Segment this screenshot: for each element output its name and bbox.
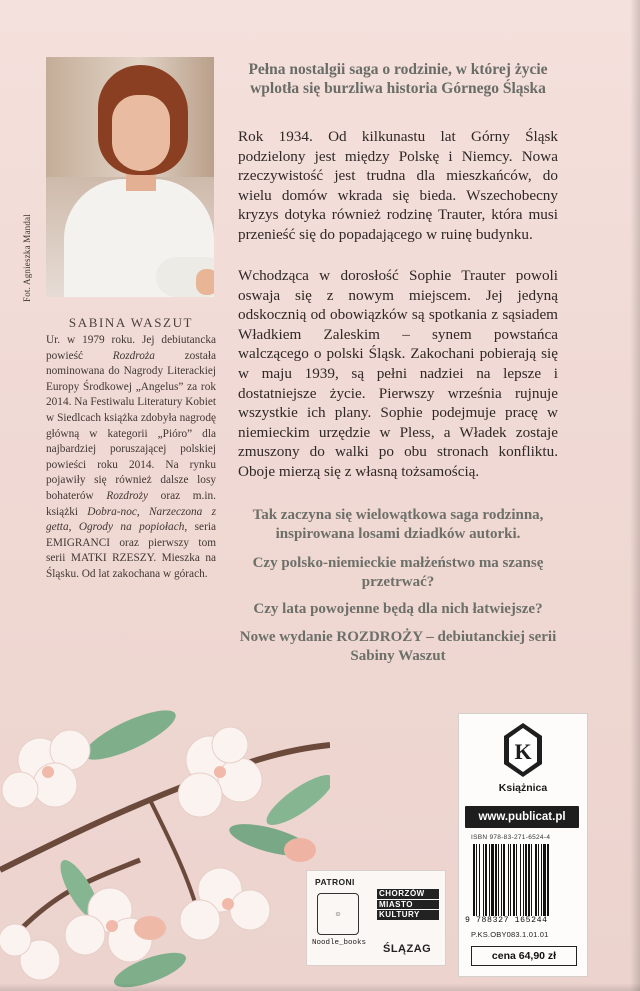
barcode-digits: 9 788327 165244	[465, 916, 548, 925]
chorzow-line: KULTURY	[377, 910, 439, 920]
noodle-books-label: Noodle_books	[311, 939, 366, 947]
price-tag: cena 64,90 zł	[471, 946, 577, 966]
teaser-text: Tak zaczyna się wielowątkowa saga rodzinna, inspirowana losami dziadków autorki.	[252, 507, 544, 542]
ksiaznica-logo-icon	[503, 722, 543, 778]
synopsis-paragraph: Rok 1934. Od kilkunastu lat Górny Śląsk podzielony jest między Polskę i Niemcy. Nowa rzeczywistość jest trudna dla mieszkańców, do wielu domów wkrada się bieda. Wszechobecny kryzys dotyka również rodzinę Trauter, która musi przenieść się do popadającego w ruinę budynku.	[238, 128, 558, 243]
author-photo	[46, 57, 214, 297]
publisher-name: Książnica	[498, 782, 548, 794]
cherry-blossom-illustration	[0, 690, 330, 991]
new-edition-note: Nowe wydanie ROZDROŻY – debiutanckiej serii Sabiny Waszut	[239, 629, 557, 664]
chorzow-line: MIASTO	[377, 900, 439, 910]
patrons-label: PATRONI	[315, 877, 355, 887]
chorzow-logo	[377, 889, 439, 935]
photo-credit: Fot. Agnieszka Mandal	[22, 214, 32, 302]
publisher-panel	[458, 713, 588, 977]
product-code: P.KS.OBY083.1.01.01	[471, 930, 549, 939]
barcode	[471, 844, 575, 916]
teaser-question: Czy polsko-niemieckie małżeństwo ma szansę przetrwać?	[252, 555, 544, 590]
logo-letter: K	[514, 739, 532, 764]
isbn-label: ISBN 978-83-271-6524-4	[471, 834, 551, 841]
noodle-books-logo-icon: ☺	[317, 893, 359, 935]
chorzow-line: CHORZÓW	[377, 889, 439, 899]
publisher-url: www.publicat.pl	[465, 806, 579, 828]
slazag-logo: ŚLĄZAG	[383, 943, 432, 955]
tagline: Pełna nostalgii saga o rodzinie, w której życie wplotła się burzliwa historia Górnego Śląska	[248, 61, 548, 97]
teaser-question: Czy lata powojenne będą dla nich łatwiejsze?	[253, 601, 543, 617]
author-bio: Ur. w 1979 roku. Jej debiutancka powieść Rozdroża została nominowana do Nagrody Literackiej Europy Środkowej „Angelus” za rok 2014. Na Festiwalu Literatury Kobiet w Siedlcach książka zdobyła nagrodę główną w kategorii „Pióro” dla najbardziej poruszającej polskiej powieści roku 2014. Na rynku pojawiły się również dalsze losy bohaterów Rozdroży oraz m.in. książki Dobra-noc, Narzeczona z getta, Ogrody na popiołach, seria EMIGRANCI oraz pierwszy tom serii MATKI RZESZY. Mieszka na Śląsku. Od lat zakochana w górach.	[46, 334, 216, 580]
author-name: SABINA WASZUT	[68, 315, 194, 330]
patrons-box	[306, 870, 446, 966]
synopsis-paragraph: Wchodząca w dorosłość Sophie Trauter powoli oswaja się z nowym miejscem. Jej jedyną odskocznią od obowiązków są spotkania z sąsiadem Władkiem Zaleskim – synem powstańca walczącego o polski Śląsk. Zakochani pobierają się w maju 1939, są pełni nadziei na lepsze i dostatniejsze życie. Pierwszy września rujnuje wszystkie ich plany. Sophie podejmuje pracę w niemieckim urzędzie w Pless, a Władek zostaje zmuszony do walki po obu stronach konfliktu. Oboje mierzą się z własną tożsamością.	[238, 267, 558, 480]
